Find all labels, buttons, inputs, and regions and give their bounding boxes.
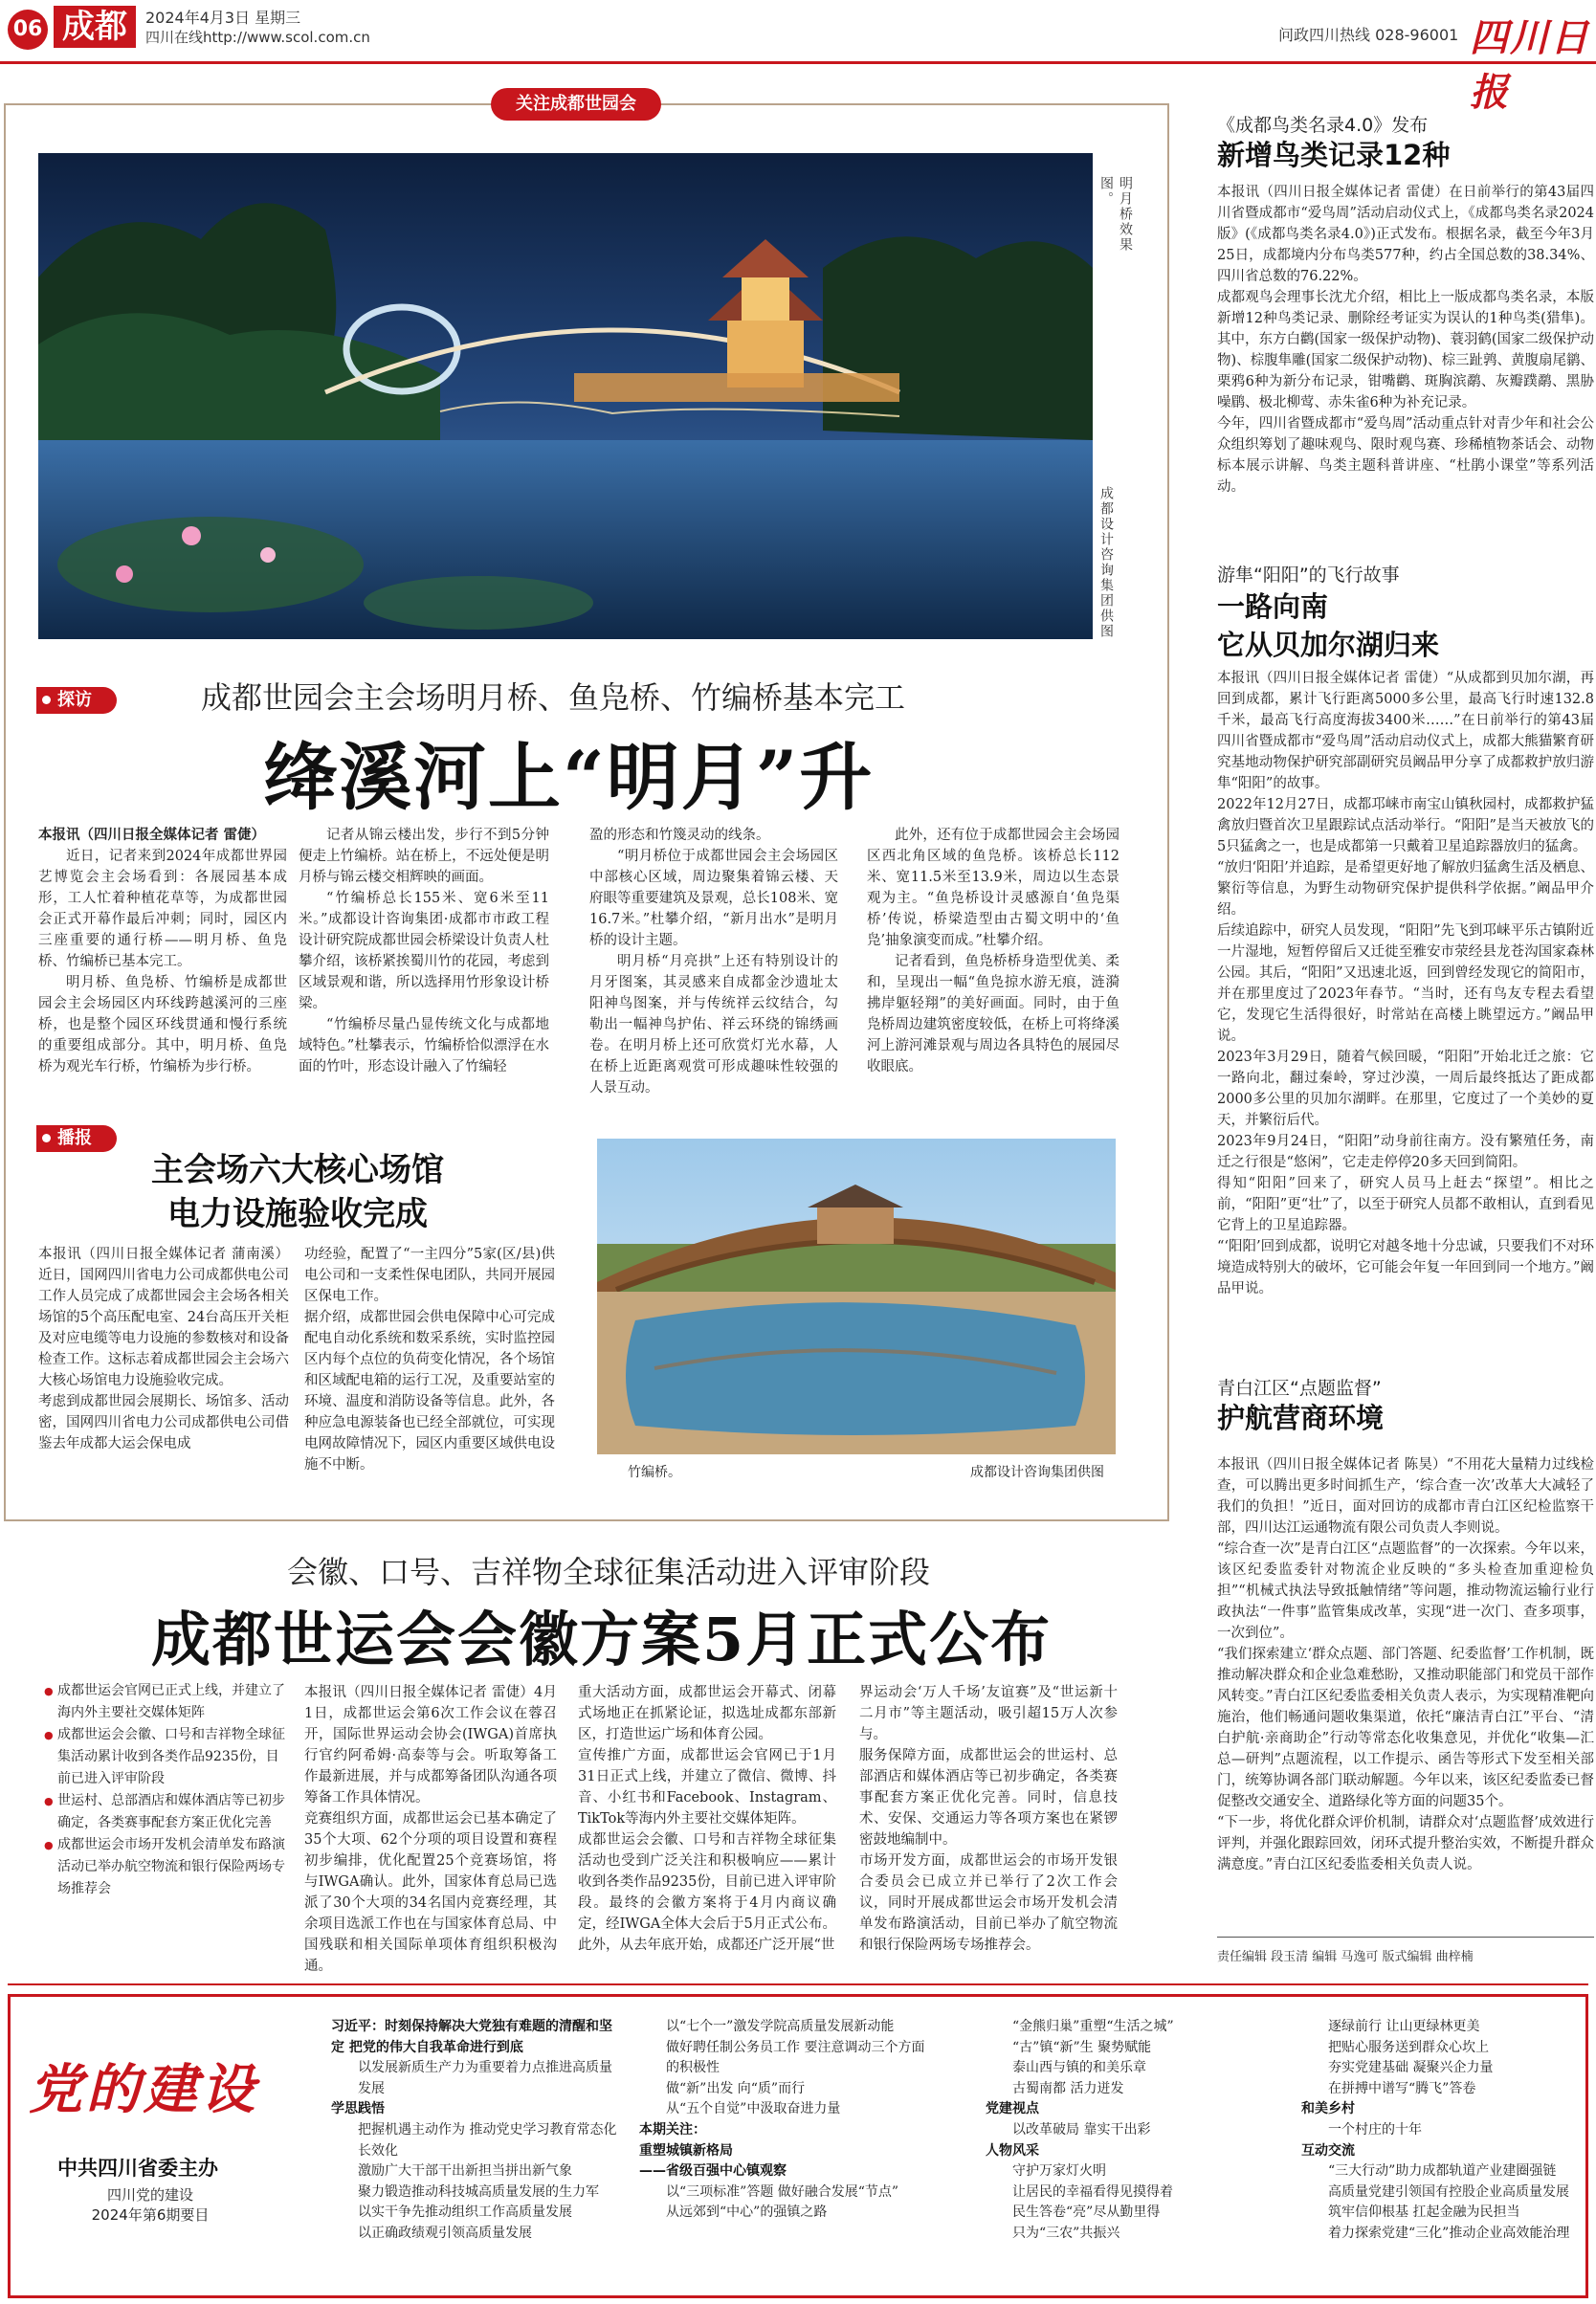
contents-column-4 [1301, 2017, 1585, 2245]
contents-section-heading: 党建视点 [986, 2101, 1039, 2117]
photo2-caption: 竹编桥。 [628, 1465, 681, 1480]
article-paragraph: 此外，还有位于成都世园会主会场园区西北角区域的鱼凫桥。该桥总长112米、宽11.5米至13.9米，周边以生态景观为主。“鱼凫桥设计灵感源自‘鱼凫渠桥’传说，桥梁造型由古蜀文明中的‘鱼凫’抽象演变而成。”杜攀介绍。 [867, 828, 1119, 948]
magazine-issue [59, 2185, 241, 2226]
article-paragraph: 明月桥、鱼凫桥、竹编桥是成都世园会主会场园区内环线跨越溪河的三座桥，也是整个园区环线贯通和慢行系统的重要组成部分。其中，明月桥、鱼凫桥为观光车行桥，竹编桥为步行桥。 [38, 975, 287, 1074]
worldgames-column-2: 重大活动方面，成都世运会开幕式、闭幕式场地正在抓紧论证，拟选址成都东部新区，打造世运广场和体育公园。 宣传推广方面，成都世运会官网已于1月31日正式上线，并建立了微信、微博、抖音、小红书和Facebook、Instagram、TikTok等海内外主要社交媒体矩阵。 成都世运会会徽、口号和吉祥物全球征集活动也受到广泛关注和积极响应——累计收到各类作品9235份，目前已进入评审阶段。最终的会徽方案将于4月内商议确定，经IWGA全体大会后于5月正式公布。此外，从去年底开始，成都还广泛开展“世 [578, 1685, 836, 1953]
photo2-credit: 成都设计咨询集团供图 [970, 1465, 1104, 1480]
falcon-story-kicker: 游隼“阳阳”的飞行故事 [1217, 565, 1400, 586]
mingyue-bridge-photo [38, 153, 1093, 639]
editors-rule [1217, 1937, 1594, 1938]
supervision-story-body: 本报讯（四川日报全媒体记者 陈昊）“不用花大量精力过线检查，可以腾出更多时间抓生产，‘综合查一次’改革大大减轻了我们的负担！”近日，面对回访的成都市青白江区纪检监察干部，四川达江运通物流有限公司负责人李则说。 “综合查一次”是青白江区“点题监督”的一次探索。今年以来，该区纪委监委针对物流企业反映的“多头检查加重迎检负担”“机械式执法导致抵触情绪”等问题，推动物流运输行业行政执法“一件事”监管集成改革，实现“进一次门、查多项事，一次到位”。 “我们探索建立‘群众点题、部门答题、纪委监督’工作机制，既推动解决群众和企业急难愁盼，又推动职能部门和党员干部作风转变。”青白江区纪委监委相关负责人表示，为实现精准靶向施治，他们畅通问题收集渠道，依托“廉洁青白江”平台、“清白护航·亲商助企”行动等常态化收集意见，并优化“收集—汇总—研判”点题流程，以工作提示、函告等形式下发至相关部门，统筹协调各部门联动解题。今年以来，该区纪委监委已督促整改交通安全、道路绿化等方面的问题35个。 “下一步，将优化群众评价机制，请群众对‘点题监督’成效进行评判，并强化跟踪回效，闭环式提升整治实效，不断提升群众满意度。”青白江区纪委监委相关负责人说。 [1217, 1457, 1594, 1872]
contents-item: 从“五个自觉”中汲取奋进力量 [666, 2101, 841, 2117]
article-paragraph: 记者看到，鱼凫桥桥身造型优美、柔和，呈现出一幅“鱼凫掠水游无痕，涟漪拂岸躯轻翔”的美好画面。同时，由于鱼凫桥周边建筑密度较低，在桥上可将绛溪河上游河滩景观与周边各具特色的展园尽收眼底。 [867, 954, 1119, 1074]
contents-item: 泰山西与镇的和美乐章 [1012, 2060, 1146, 2076]
contents-item: 只为“三农”共振兴 [1012, 2225, 1120, 2241]
worldgames-column-1: 本报讯（四川日报全媒体记者 雷倢）4月1日，成都世运会第6次工作会议在蓉召开，国际世界运动会协会(IWGA)首席执行官约阿希姆·高泰等与会。听取筹备工作最新进展，并与成都筹备团队沟通各项筹备工作具体情况。 竞赛组织方面，成都世运会已基本确定了35个大项、62个分项的项目设置和赛程初步编排，优化配置25个竞赛场馆，将与IWGA确认。此外，国家体育总局已选派了30个大项的34名国内竞赛经理，其余项目选派工作也在与国家体育总局、中国残联和相关国际单项体育组织积极沟通。 [304, 1685, 557, 1974]
contents-item: 以发展新质生产力为重要着力点推进高质量发展 [358, 2060, 612, 2096]
contents-item: 把握机遇主动作为 推动党史学习教育常态化长效化 [358, 2121, 617, 2159]
contents-column-3 [986, 2017, 1263, 2245]
supervision-story-kicker: 青白江区“点题监督” [1217, 1378, 1382, 1399]
header-rule [0, 61, 1596, 64]
supervision-story-headline: 护航营商环境 [1217, 1402, 1385, 1434]
contents-section-heading: 重塑城镇新格局 [639, 2142, 733, 2159]
article-paragraph: “竹编桥总长155米、宽6米至11米。”成都设计咨询集团·成都市市政工程设计研究院成都世园会桥梁设计负责人杜攀介绍，该桥紧挨蜀川竹的花园，考虑到区域景观和谐，所以选择用竹形象设计桥梁。 [299, 891, 549, 1011]
banner-top-rule [8, 1983, 1588, 1985]
bullet-item: ● 成都世运会会徽、口号和吉祥物全球征集活动累计收到各类作品9235份，目前已进入评审阶段 [44, 1724, 289, 1790]
article-paragraph: 明月桥“月亮拱”上还有特别设计的月牙图案，其灵感来自成都金沙遗址太阳神鸟图案，并与传统祥云纹结合，勾勒出一幅神鸟护佑、祥云环绕的锦绣画卷。在明月桥上还可欣赏灯光水幕，人在桥上近距离观赏可形成趣味性较强的人景互动。 [589, 954, 838, 1096]
contents-item: “三大行动”助力成都轨道产业建圈强链 [1328, 2163, 1557, 2180]
article-headline: 绛溪河上“明月”升 [264, 735, 875, 820]
power-article-column-2: 功经验，配置了“一主四分”5家(区/县)供电公司和一支柔性保电团队，共同开展园区保电工作。 据介绍，成都世园会供电保障中心可完成配电自动化系统和数采系统，实时监控园区内每个点位的负荷变化情况，各个场馆和区域配电箱的运行工况，及重要站室的环境、温度和消防设备等信息。此外，各种应急电源装备也已经全部就位，可实现电网故障情况下，园区内重要区域供电设施不中断。 [304, 1247, 555, 1473]
contents-section-heading: 本期关注： [639, 2121, 706, 2138]
contents-item: 以实干争先推动组织工作高质量发展 [358, 2204, 572, 2221]
contents-item: 聚力锻造推动科技城高质量发展的生力军 [358, 2183, 599, 2200]
contents-item: 激励广大干部干出新担当拼出新气象 [358, 2163, 572, 2180]
contents-item: 以“三项标准”答题 做好融合发展“节点” [666, 2183, 899, 2200]
contents-item: 逐绿前行 让山更绿林更美 [1328, 2019, 1480, 2034]
magazine-name: 四川党的建设 [106, 2186, 193, 2204]
contents-item: 古蜀南都 活力迸发 [1012, 2080, 1124, 2096]
contents-item: 着力探索党建“三化”推动企业高效能治理 [1328, 2225, 1570, 2241]
article-column-1 [38, 825, 287, 1112]
contents-item: “古”镇“新”生 聚势赋能 [1012, 2039, 1152, 2055]
edition-label: 成都 [54, 6, 136, 48]
contents-item: 做“新”出发 向“质”而行 [666, 2080, 806, 2096]
worldgames-subheadline: 会徽、口号、吉祥物全球征集活动进入评审阶段 [287, 1554, 931, 1590]
contents-section-heading: 人物风采 [986, 2142, 1039, 2159]
article-column-4 [867, 825, 1119, 1112]
section-tag-report: 播报 [36, 1125, 117, 1152]
article-paragraph: “竹编桥尽量凸显传统文化与成都地域特色。”杜攀表示，竹编桥恰似漂浮在水面的竹叶，形态设计融入了竹编轻 [299, 1017, 549, 1074]
bird-story-kicker: 《成都鸟类名录4.0》发布 [1217, 115, 1429, 136]
contents-item: 以改革破局 靠实干出彩 [1012, 2121, 1151, 2138]
worldgames-column-3: 界运动会‘万人千场’友谊赛”及“世运新十二月市”等主题活动，吸引超15万人次参与。 服务保障方面，成都世运会的世运村、总部酒店和媒体酒店等已初步确定，各类赛事配套方案正优化完善。同时，信息技术、安保、交通运力等各项方案也在紧锣密鼓地编制中。 市场开发方面，成都世运会的市场开发银合委员会已成立并已举行了2次工作会议，同时开展成都世运会市场开发机会清单发布路演活动，目前已举办了航空物流和银行保险两场专场推荐会。 [859, 1685, 1118, 1953]
contents-item: 高质量党建引领国有控股企业高质量发展 [1328, 2183, 1569, 2200]
feature-tag: 关注成都世园会 [491, 88, 661, 121]
falcon-story-body: 本报讯（四川日报全媒体记者 雷倢）“从成都到贝加尔湖，再回到成都，累计飞行距离5000多公里，最高飞行时速132.8千米，最高飞行高度海拔3400米……”在日前举行的第43届四川省暨成都市“爱鸟周”活动启动仪式上，成都大熊猫繁育研究基地动物保护研究部副研究员阚品甲分享了成都救护放归游隼“阳阳”的故事。 2022年12月27日，成都邛崃市南宝山镇秋园村，成都救护猛禽放归暨首次卫星跟踪试点活动举行。“阳阳”是当天被放飞的5只猛禽之一，也是成都第一只戴着卫星追踪器放归的猛禽。 “放归‘阳阳’并追踪，是希望更好地了解放归猛禽生活及栖息、繁衍等信息，为野生动物研究保护提供科学依据。”阚品甲介绍。 后续追踪中，研究人员发现，“阳阳”先飞到邛崃平乐古镇附近一片湿地，短暂停留后又迁徙至雅安市荥经县龙苍沟国家森林公园。其后，“阳阳”又迅速北返，回到曾经发现它的简阳市，并在那里度过了2023年春节。“当时，还有鸟友专程去看望它，发现它生活得很好，时常站在高楼上眺望远方。”阚品甲说。 2023年3月29日，随着气候回暖，“阳阳”开始北迁之旅：它一路向北，翻过秦岭，穿过沙漠，一周后最终抵达了距成都2000多公里的贝加尔湖畔。在那里，它度过了一个美妙的夏天，并繁衍后代。 2023年9月24日，“阳阳”动身前往南方。没有繁殖任务，南迁之行很是“悠闲”，它走走停停20多天回到简阳。 得知“阳阳”回来了，研究人员马上赶去“探望”。相比之前，“阳阳”更“壮”了，以至于研究人员都不敢相认，直到看见它背上的卫星追踪器。 “‘阳阳’回到成都，说明它对越冬地十分忠诚，只要我们不对环境造成特别大的破坏，它可能会年复一年回到同一个地方。”阚品甲说。 [1217, 671, 1594, 1296]
bird-story-body: 本报讯（四川日报全媒体记者 雷倢）在日前举行的第43届四川省暨成都市“爱鸟周”活动启动仪式上，《成都鸟类名录2024版》(《成都鸟类名录4.0》)正式发布。根据名录，截至今年3月25日，成都境内分布鸟类577种，约占全国总数的38.34%、四川省总数的76.22%。 成都观鸟会理事长沈尤介绍，相比上一版成都鸟类名录，本版新增12种鸟类记录、删除经考证实为误认的1种鸟类(猎隼)。其中，东方白鹳(国家一级保护动物)、蓑羽鹤(国家二级保护动物)、棕腹隼雕(国家二级保护动物)、棕三趾鹑、黄腹扇尾鹟、栗鸦6种为新分布记录，钳嘴鹳、斑胸滨鹬、灰瓣蹼鹬、黑胁噪鹛、极北柳莺、赤朱雀6种为补充记录。 今年，四川省暨成都市“爱鸟周”活动重点针对青少年和社会公众组织筹划了趣味观鸟、限时观鸟赛、珍稀植物茶话会、动物标本展示讲解、鸟类主题科普讲座、“杜鹃小课堂”等系列活动。 [1217, 185, 1594, 495]
worldgames-headline: 成都世运会会徽方案5月正式公布 [151, 1605, 1053, 1674]
article-subheadline: 成都世园会主会场明月桥、鱼凫桥、竹编桥基本完工 [201, 679, 906, 716]
contents-column-1 [331, 2017, 618, 2245]
contents-item: “金熊归巢”重塑“生活之城” [1012, 2019, 1174, 2034]
contents-item: 一个村庄的十年 [1328, 2121, 1422, 2138]
byline: 本报讯（四川日报全媒体记者 雷倢） [38, 828, 266, 843]
contents-item: 以“七个一”激发学院高质量发展新动能 [666, 2019, 895, 2034]
contents-item: 做好聘任制公务员工作 要注意调动三个方面的积极性 [666, 2039, 925, 2076]
contents-item: 夯实党建基础 凝聚兴企力量 [1328, 2060, 1494, 2076]
newspaper-logo: 四川日报 [1470, 15, 1590, 115]
contents-section-heading: ——省级百强中心镇观察 [639, 2163, 787, 2180]
contents-item: 把贴心服务送到群众心坎上 [1328, 2039, 1489, 2055]
contents-section-heading: 互动交流 [1301, 2142, 1355, 2159]
power-article-column-1: 本报讯（四川日报全媒体记者 蒲南溪）近日，国网四川省电力公司成都供电公司工作人员完成了成都世园会主会场各相关场馆的5个高压配电室、24台高压开关柜及对应电缆等电力设施的参数核对和设备检查工作。这标志着成都世园会主会场六大核心场馆电力设施验收完成。 考虑到成都世园会展期长、场馆多、活动密，国网四川省电力公司成都供电公司借鉴去年成都大运会保电成 [38, 1247, 289, 1451]
contents-item: 以正确政绩观引领高质量发展 [358, 2225, 532, 2241]
issue-date: 2024年4月3日 星期三 [145, 9, 301, 27]
contents-item: 筑牢信仰根基 扛起金融为民担当 [1328, 2204, 1520, 2221]
contents-item: 在拼搏中谱写“腾飞”答卷 [1328, 2080, 1476, 2096]
falcon-story-headline: 一路向南 它从贝加尔湖归来 [1217, 590, 1440, 661]
worldgames-bullet-list [44, 1680, 289, 1900]
contents-item: 民生答卷“亮”尽从勤里得 [1012, 2204, 1161, 2221]
magazine-issue-number: 2024年第6期要目 [91, 2206, 210, 2224]
magazine-title: 党的建设 [29, 2058, 258, 2121]
photo1-credit: 成都设计咨询集团供图 [1098, 486, 1114, 639]
bullet-item: ● 成都世运会官网已正式上线，并建立了海内外主要社交媒体矩阵 [44, 1680, 289, 1724]
power-facilities-headline: 主会场六大核心场馆 电力设施验收完成 [151, 1151, 444, 1233]
contents-item: 守护万家灯火明 [1012, 2163, 1106, 2180]
hotline: 问政四川热线 028-96001 [1278, 26, 1459, 44]
magazine-sponsor: 中共四川省委主办 [57, 2157, 218, 2180]
section-tag-explore: 探访 [36, 687, 117, 714]
bullet-item: ● 成都世运会市场开发机会清单发布路演活动已举办航空物流和银行保险两场专场推荐会 [44, 1834, 289, 1900]
article-column-3 [589, 825, 838, 1112]
contents-section-heading: 习近平：时刻保持解决大党独有难题的清醒和坚定 把党的伟大自我革命进行到底 [331, 2019, 612, 2055]
contents-column-2 [639, 2017, 932, 2224]
article-paragraph: 记者从锦云楼出发，步行不到5分钟便走上竹编桥。站在桥上，不远处便是明月桥与锦云楼交相辉映的画面。 [299, 828, 549, 885]
article-paragraph: 盈的形态和竹篾灵动的线条。 [589, 828, 770, 843]
contents-section-heading: 和美乡村 [1301, 2101, 1355, 2117]
bullet-item: ● 世运村、总部酒店和媒体酒店等已初步确定，各类赛事配套方案正优化完善 [44, 1790, 289, 1834]
bird-story-headline: 新增鸟类记录12种 [1217, 139, 1451, 171]
bamboo-bridge-photo [597, 1139, 1116, 1454]
photo1-caption: 明月桥效果图。 [1098, 176, 1133, 253]
editors-credit: 责任编辑 段玉清 编辑 马逸可 版式编辑 曲梓楠 [1217, 1950, 1474, 1964]
contents-item: 从远郊到“中心”的强镇之路 [666, 2204, 828, 2221]
page-number: 06 [8, 10, 48, 50]
website-link[interactable]: 四川在线http://www.scol.com.cn [145, 29, 370, 46]
contents-section-heading: 学思践悟 [331, 2101, 385, 2117]
article-paragraph: 近日，记者来到2024年成都世界园艺博览会主会场看到：各展园基本成形，工人忙着种植花草等，为成都世园会正式开幕作最后冲刺；同时，园区内三座重要的通行桥——明月桥、鱼凫桥、竹编桥已基本完工。 [38, 849, 287, 969]
article-column-2 [299, 825, 549, 1112]
article-paragraph: “明月桥位于成都世园会主会场园区中部核心区域，周边聚集着锦云楼、天府眼等重要建筑及景观，总长108米、宽16.7米。”杜攀介绍，“新月出水”是明月桥的设计主题。 [589, 849, 838, 948]
contents-item: 让居民的幸福看得见摸得着 [1012, 2183, 1173, 2200]
